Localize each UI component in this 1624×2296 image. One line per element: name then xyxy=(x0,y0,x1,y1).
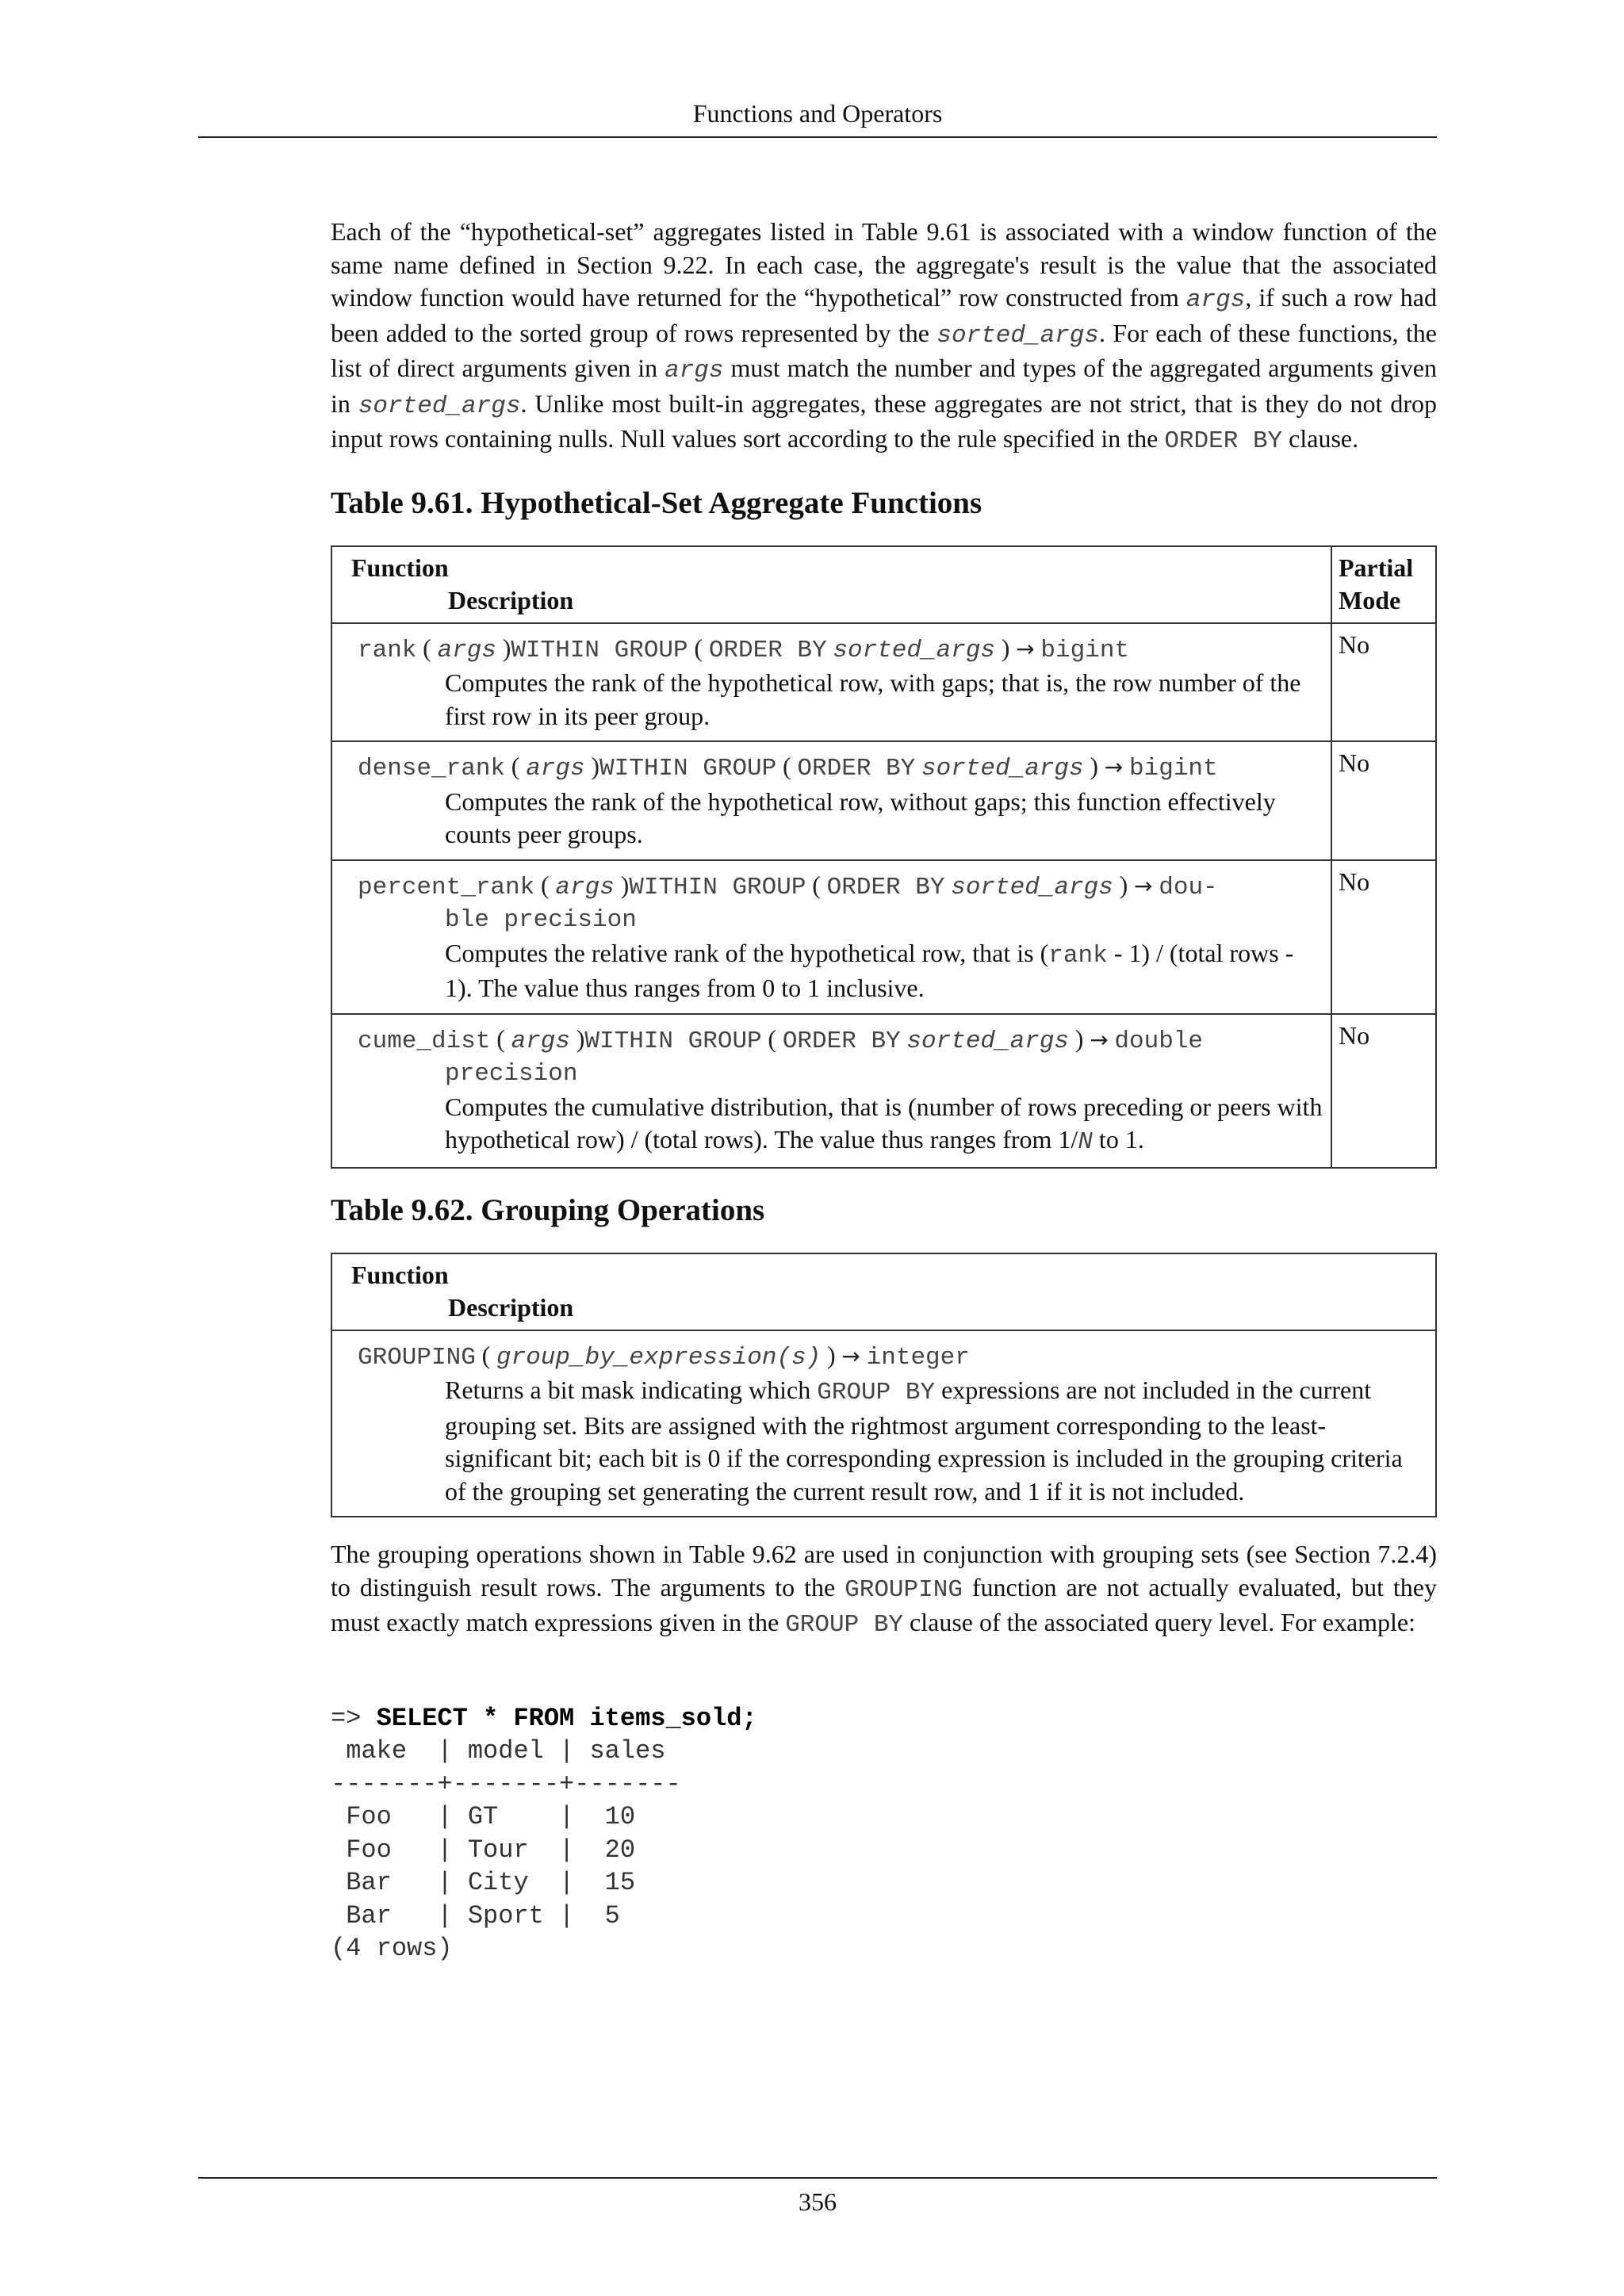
inline-code: args xyxy=(1185,286,1246,314)
function-signature xyxy=(358,1023,1324,1091)
inline-code: N xyxy=(1078,1128,1093,1156)
code-line: Bar | Sport | 5 xyxy=(331,1900,620,1931)
arg-placeholder: sorted_args xyxy=(833,636,996,664)
keyword: ORDER BY xyxy=(826,873,945,901)
arg-placeholder: args xyxy=(437,636,496,664)
return-type: double xyxy=(1114,1027,1204,1055)
keyword: ORDER BY xyxy=(708,636,827,664)
paren: ( xyxy=(541,870,550,899)
paren: ) xyxy=(1074,1024,1084,1053)
keyword: ORDER BY xyxy=(782,1027,901,1055)
intro-text: must match the number and types of the aggregated arguments given in xyxy=(331,354,1438,418)
code-line: Foo | Tour | 20 xyxy=(331,1835,636,1865)
return-type: dou- xyxy=(1159,873,1218,901)
function-signature xyxy=(358,750,1324,786)
paren: ( xyxy=(496,1024,505,1053)
intro-paragraph xyxy=(331,216,1437,458)
page-number: 356 xyxy=(799,2187,837,2216)
header-partial: Partial xyxy=(1339,553,1414,582)
table-row-dense-rank xyxy=(331,741,1436,860)
description-text: - 1) / (total rows - 1). The value thus ranges from 0 to 1 inclusive. xyxy=(445,938,1294,1002)
function-description xyxy=(358,1374,1429,1508)
paren: ) xyxy=(576,1024,585,1053)
arg-placeholder: args xyxy=(526,755,585,783)
function-cell xyxy=(331,741,1331,860)
keyword: WITHIN GROUP xyxy=(511,636,688,664)
hypothetical-set-table xyxy=(331,545,1437,1169)
function-description xyxy=(358,937,1324,1005)
paren: ) xyxy=(1090,752,1099,780)
function-cell xyxy=(331,860,1331,1014)
return-type-continued: ble precision xyxy=(445,906,637,934)
grouping-operations-table xyxy=(331,1253,1437,1518)
inline-code: GROUP BY xyxy=(817,1379,936,1406)
header-function: Function xyxy=(351,553,449,582)
paragraph-text: function are not actually evaluated, but they must exactly match expressions given in the xyxy=(331,1572,1438,1636)
function-signature xyxy=(358,869,1324,937)
arg-placeholder: sorted_args xyxy=(906,1027,1070,1055)
header-description: Description xyxy=(448,1293,574,1322)
description-text: Computes the relative rank of the hypothetical row, that is ( xyxy=(445,938,1049,967)
table-row-grouping xyxy=(331,1330,1436,1517)
code-line: (4 rows) xyxy=(331,1934,453,1963)
paren: ( xyxy=(768,1024,777,1053)
paren: ) xyxy=(827,1340,836,1369)
inline-code: sorted_args xyxy=(936,321,1100,350)
code-line: Bar | City | 15 xyxy=(331,1868,636,1897)
header-function-description xyxy=(331,1253,1436,1330)
intro-text: clause. xyxy=(1282,424,1359,453)
code-query: SELECT * FROM items_sold; xyxy=(376,1703,757,1733)
table-row-rank xyxy=(331,623,1436,742)
code-prompt: => xyxy=(331,1703,377,1733)
header-function: Function xyxy=(351,1260,449,1289)
keyword: ORDER BY xyxy=(797,755,916,783)
keyword: WITHIN GROUP xyxy=(599,755,777,783)
arrow-icon: → xyxy=(1090,1026,1109,1053)
partial-mode-cell: No xyxy=(1331,1014,1436,1168)
inline-code: rank xyxy=(1048,941,1108,970)
function-name: rank xyxy=(358,636,417,664)
paren: ( xyxy=(423,633,431,662)
description-text: Returns a bit mask indicating which xyxy=(445,1376,818,1404)
function-cell xyxy=(331,623,1331,742)
code-line: Foo | GT | 10 xyxy=(331,1802,636,1831)
page-content xyxy=(331,216,1437,1965)
function-description xyxy=(358,1091,1324,1159)
code-example xyxy=(331,1702,1437,1965)
function-cell xyxy=(331,1330,1436,1517)
paren: ) xyxy=(620,870,630,899)
function-name: GROUPING xyxy=(358,1343,476,1372)
arrow-icon: → xyxy=(841,1342,860,1369)
function-signature xyxy=(358,1339,1429,1375)
return-type-continued: precision xyxy=(445,1060,578,1088)
intro-text: , if such a row had been added to the sorted group of rows represented by the xyxy=(331,283,1438,347)
inline-code: ORDER BY xyxy=(1164,427,1283,455)
table-9-62-title: Table 9.62. Grouping Operations xyxy=(331,1192,765,1227)
grouping-paragraph xyxy=(331,1538,1437,1642)
function-description: Computes the rank of the hypothetical row, without gaps; this function effectively counts peer groups. xyxy=(445,786,1276,848)
function-name: dense_rank xyxy=(358,755,506,783)
description-text: expressions are not included in the current grouping set. Bits are assigned with the rightmost argument corresponding to the least-significant bit; each bit is 0 if the corresponding expression is included in the grouping criteria of the grouping set generating the current result row, and 1 if it is not included. xyxy=(445,1376,1403,1506)
header-function-description xyxy=(331,546,1331,623)
paragraph-text: The grouping operations shown in Table 9.62 are used in conjunction with grouping sets (see Section 7.2.4) to distinguish result rows. The arguments to the xyxy=(331,1540,1437,1601)
description-text: to 1. xyxy=(1092,1125,1144,1154)
intro-text: . Unlike most built-in aggregates, these aggregates are not strict, that is they do not drop input rows containing nulls. Null values sort according to the rule specified in the xyxy=(331,388,1438,453)
paren: ) xyxy=(1119,870,1128,899)
arg-placeholder: args xyxy=(555,873,615,901)
arg-placeholder: args xyxy=(511,1027,571,1055)
paren: ) xyxy=(502,633,511,662)
table-header-row xyxy=(331,1253,1436,1330)
paren: ( xyxy=(694,633,703,662)
paren: ( xyxy=(783,752,791,780)
function-signature xyxy=(358,632,1324,668)
inline-code: sorted_args xyxy=(358,392,521,420)
footer-rule xyxy=(198,2177,1437,2179)
paren: ( xyxy=(511,752,520,780)
code-line: make | model | sales xyxy=(331,1736,666,1766)
inline-code: GROUP BY xyxy=(785,1611,904,1639)
paren: ) xyxy=(591,752,600,780)
intro-text: Each of the “hypothetical-set” aggregates listed in Table 9.61 is associated with a window function of the same name defined in Section 9.22. In each case, the aggregate's result is the value that the associated window function would have returned for the “hypothetical” row constructed from xyxy=(331,217,1437,312)
function-description: Computes the rank of the hypothetical row, with gaps; that is, the row number of the first row in its peer group. xyxy=(445,668,1301,730)
code-line: -------+-------+------- xyxy=(331,1769,681,1799)
header-mode: Mode xyxy=(1339,586,1401,614)
function-name: cume_dist xyxy=(358,1027,491,1055)
paren: ( xyxy=(481,1340,491,1369)
paren: ) xyxy=(1001,633,1010,662)
table-row-cume-dist xyxy=(331,1014,1436,1168)
function-name: percent_rank xyxy=(358,873,535,901)
description-text: Computes the cumulative distribution, that is (number of rows preceding or peers with hypothetical row) / (total rows). The value thus ranges from 1/ xyxy=(445,1092,1323,1154)
header-description: Description xyxy=(448,586,574,614)
arrow-icon: → xyxy=(1016,635,1035,662)
return-type: bigint xyxy=(1129,755,1218,783)
arrow-icon: → xyxy=(1134,872,1153,899)
function-cell xyxy=(331,1014,1331,1168)
keyword: WITHIN GROUP xyxy=(629,873,806,901)
paren: ( xyxy=(812,870,821,899)
arrow-icon: → xyxy=(1104,754,1124,780)
return-type: bigint xyxy=(1040,636,1130,664)
header-partial-mode xyxy=(1331,546,1436,623)
return-type: integer xyxy=(866,1343,970,1372)
inline-code: GROUPING xyxy=(845,1575,963,1604)
table-row-percent-rank xyxy=(331,860,1436,1014)
intro-text: . For each of these functions, the list of direct arguments given in xyxy=(331,318,1438,382)
arg-placeholder: sorted_args xyxy=(921,755,1084,783)
arg-placeholder: sorted_args xyxy=(951,873,1113,901)
partial-mode-cell: No xyxy=(1331,741,1436,860)
table-9-61-title: Table 9.61. Hypothetical-Set Aggregate Functions xyxy=(331,485,982,520)
partial-mode-cell: No xyxy=(1331,623,1436,742)
partial-mode-cell: No xyxy=(1331,860,1436,1014)
page-header: Functions and Operators xyxy=(692,99,943,128)
table-header-row xyxy=(331,546,1436,623)
keyword: WITHIN GROUP xyxy=(584,1027,762,1055)
arg-placeholder: group_by_expression(s) xyxy=(496,1343,822,1372)
inline-code: args xyxy=(665,357,724,385)
header-rule xyxy=(198,136,1437,138)
paragraph-text: clause of the associated query level. For example: xyxy=(903,1608,1416,1636)
